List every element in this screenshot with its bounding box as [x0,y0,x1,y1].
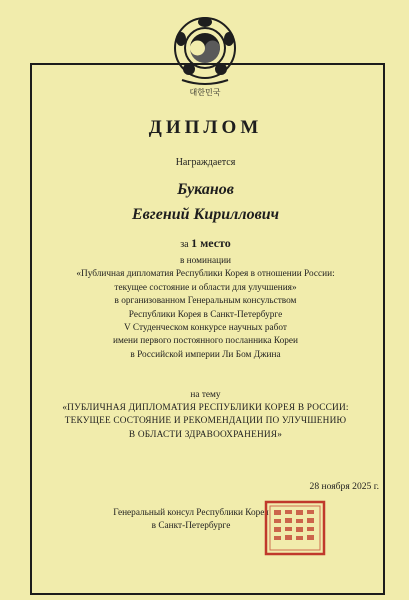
emblem-caption: 대한민국 [189,88,221,97]
recipient-given-name: Евгений Кириллович [131,206,280,223]
national-emblem-icon [168,14,242,98]
nomination-line: в Российской империи Ли Бом Джина [130,349,281,360]
topic-line: ТЕКУЩЕЕ СОСТОЯНИЕ И РЕКОМЕНДАЦИИ ПО УЛУЧШЕНИЮ [64,416,347,427]
nomination-line: Республики Корея в Санкт-Петербурге [128,309,283,320]
nomination-block [30,255,381,362]
awarded-label: Награждается [175,157,236,168]
topic-block [30,402,381,442]
page-title: ДИПЛОМ [148,117,263,138]
nomination-line: текущее состояние и области для улучшения» [114,282,297,293]
nomination-line: V Студенческом конкурсе научных работ [124,323,287,334]
nomination-line: имени первого постоянного посланника Кореи [113,336,298,347]
nomination-line: в номинации [179,256,232,266]
place-prefix: за [180,239,189,250]
topic-line: «ПУБЛИЧНАЯ ДИПЛОМАТИЯ РЕСПУБЛИКИ КОРЕЯ В РОССИИ: [62,403,349,413]
signatory-line: Генеральный консул Республики Корея [113,508,269,518]
place-value: 1 место [191,236,231,250]
signatory-line: в Санкт-Петербурге [151,521,231,532]
nomination-line: в организованном Генеральным консульством [114,296,297,307]
official-seal-stamp [262,498,328,558]
topic-line: В ОБЛАСТИ ЗДРАВООХРАНЕНИЯ» [128,429,283,440]
recipient-surname: Буканов [177,181,234,198]
topic-label: на тему [190,390,221,400]
issue-date: 28 ноября 2025 г. [309,481,379,492]
signatory [108,507,274,534]
nomination-line: «Публичная дипломатия Республики Корея в отношении России: [76,269,335,280]
place-line [30,236,381,251]
